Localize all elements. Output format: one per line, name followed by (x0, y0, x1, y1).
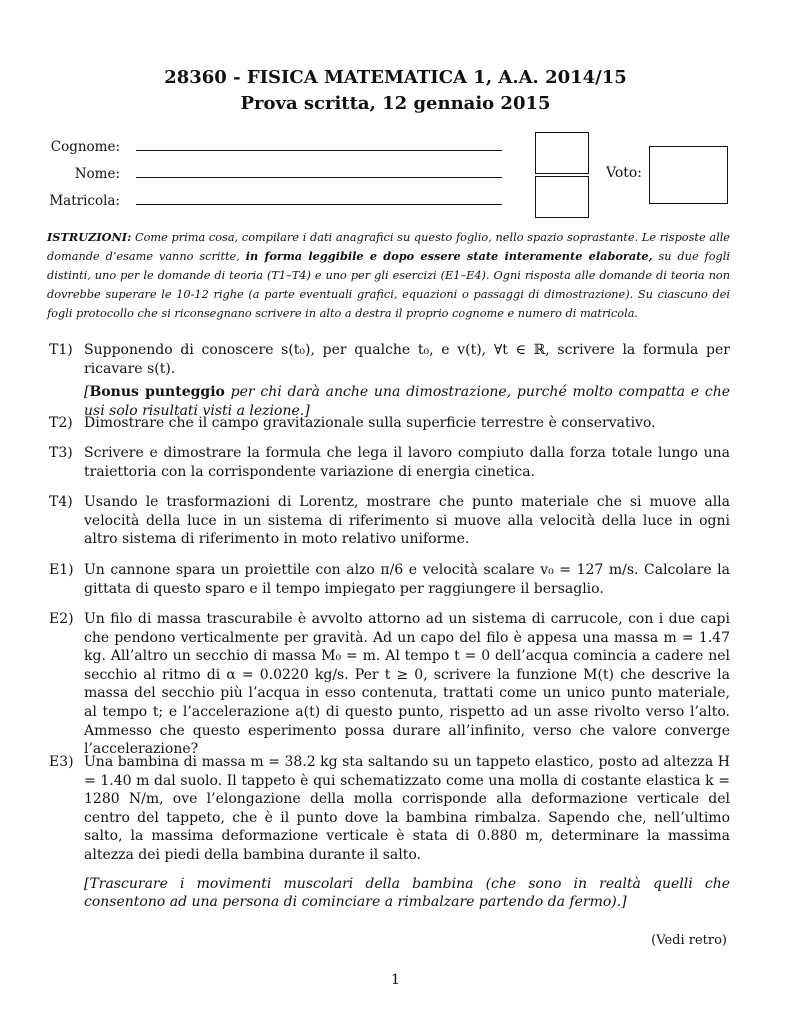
note-text: [Trascurare i movimenti muscolari della bambina (che sono in realtà quelli che consentono ad una persona di cominciare a rimbalzare partendo da fermo).] (84, 875, 730, 911)
note-text: per chi darà anche una dimostrazione, purché molto compatta e che usi solo risultati visti a lezione.] (84, 384, 731, 419)
question-number: T1) (49, 342, 73, 358)
instructions (47, 228, 730, 323)
matricola-field[interactable] (136, 204, 502, 205)
page-number: 1 (391, 972, 400, 988)
voto-label: Voto: (606, 165, 643, 181)
question-t1 (47, 341, 730, 420)
question-e3 (47, 753, 730, 912)
grade-box-bottom (535, 176, 589, 218)
question-text: Un cannone spara un proiettile con alzo π/6 e velocità scalare v₀ = 127 m/s. Calcolare la gittata di questo sparo e il tempo impiegato per raggiungere il bersaglio. (84, 562, 730, 597)
nome-label: Nome: (74, 166, 120, 182)
question-t2 (47, 414, 730, 433)
question-t4 (47, 493, 730, 549)
bonus-label: Bonus punteggio (89, 384, 225, 401)
question-number: E1) (49, 562, 74, 578)
question-number: T4) (49, 494, 73, 510)
vedi-retro: (Vedi retro) (651, 933, 727, 948)
voto-box (649, 146, 728, 204)
question-e2 (47, 610, 730, 759)
question-e1 (47, 561, 730, 598)
note-prefix: [ (84, 384, 90, 401)
question-text: Supponendo di conoscere s(t₀), per qualche t₀, e v(t), ∀t ∈ ℝ, scrivere la formula per ricavare s(t). (84, 342, 730, 377)
question-text: Un filo di massa trascurabile è avvolto attorno ad un sistema di carrucole, con i due capi che pendono verticalmente per gravità. Ad un capo del filo è appesa una massa m = 1.47 kg. All’altro un secchio di massa M₀ = m. Al tempo t = 0 dell’acqua comincia a cadere nel secchio al ritmo di α = 0.0220 kg/s. Per t ≥ 0, scrivere la funzione M(t) che descrive la massa del secchio più l’acqua in esso contenuta, trattati come un unico punto materiale, al tempo t; e l’accelerazione a(t) di questo punto, rispetto ad un asse rivolto verso l’alto. Ammesso che questo esperimento possa durare all’infinito, verso che valore converge l’accelerazione? (84, 611, 730, 758)
exam-subtitle: Prova scritta, 12 gennaio 2015 (240, 93, 551, 114)
instructions-bold: in forma leggibile e dopo essere state interamente elaborate, (245, 249, 653, 263)
nome-field[interactable] (136, 177, 502, 178)
matricola-label: Matricola: (49, 193, 120, 209)
grade-box-top (535, 132, 589, 174)
question-number: E2) (49, 611, 74, 627)
question-text: Una bambina di massa m = 38.2 kg sta saltando su un tappeto elastico, posto ad altezza H = 1.40 m dal suolo. Il tappeto è qui schematizzato come una molla di costante elastica k = 1280 N/m, ove l’elongazione della molla corrisponde alla deformazione verticale del centro del tappeto, che è il punto dove la bambina rimbalza. Sapendo che, nell’ultimo salto, la massima deformazione verticale è stata di 0.880 m, determinare la massima altezza dei piedi della bambina durante il salto. (84, 754, 730, 863)
question-number: T2) (49, 415, 73, 431)
question-note (84, 875, 730, 912)
cognome-label: Cognome: (50, 139, 120, 155)
instructions-text-1: Come prima cosa, compilare i dati anagrafici su questo foglio, nello spazio soprastante. Le risposte alle domande d’esame vanno scritte, (47, 231, 730, 263)
cognome-field[interactable] (136, 150, 502, 151)
question-number: E3) (49, 754, 74, 770)
instructions-label: ISTRUZIONI: (47, 230, 132, 244)
question-text: Scrivere e dimostrare la formula che lega il lavoro compiuto dalla forza totale lungo una traiettoria con la corrispondente variazione di energia cinetica. (84, 445, 730, 480)
instructions-text-2: su due fogli distinti, uno per le domande di teoria (T1–T4) e uno per gli esercizi (E1–E4). Ogni risposta alle domande di teoria non dovrebbe superare le 10-12 righe (a parte eventuali grafici, equazioni o passaggi di dimostrazione). Su ciascuno dei fogli protocollo che si riconsegnano scrivere in alto a destra il proprio cognome e numero di matricola. (47, 250, 730, 320)
question-text: Dimostrare che il campo gravitazionale sulla superficie terrestre è conservativo. (84, 415, 656, 431)
exam-title: 28360 - FISICA MATEMATICA 1, A.A. 2014/15 (164, 67, 627, 88)
question-number: T3) (49, 445, 73, 461)
question-text: Usando le trasformazioni di Lorentz, mostrare che punto materiale che si muove alla velocità della luce in un sistema di riferimento si muove alla velocità della luce in ogni altro sistema di riferimento in moto relativo uniforme. (84, 494, 730, 548)
question-t3 (47, 444, 730, 481)
